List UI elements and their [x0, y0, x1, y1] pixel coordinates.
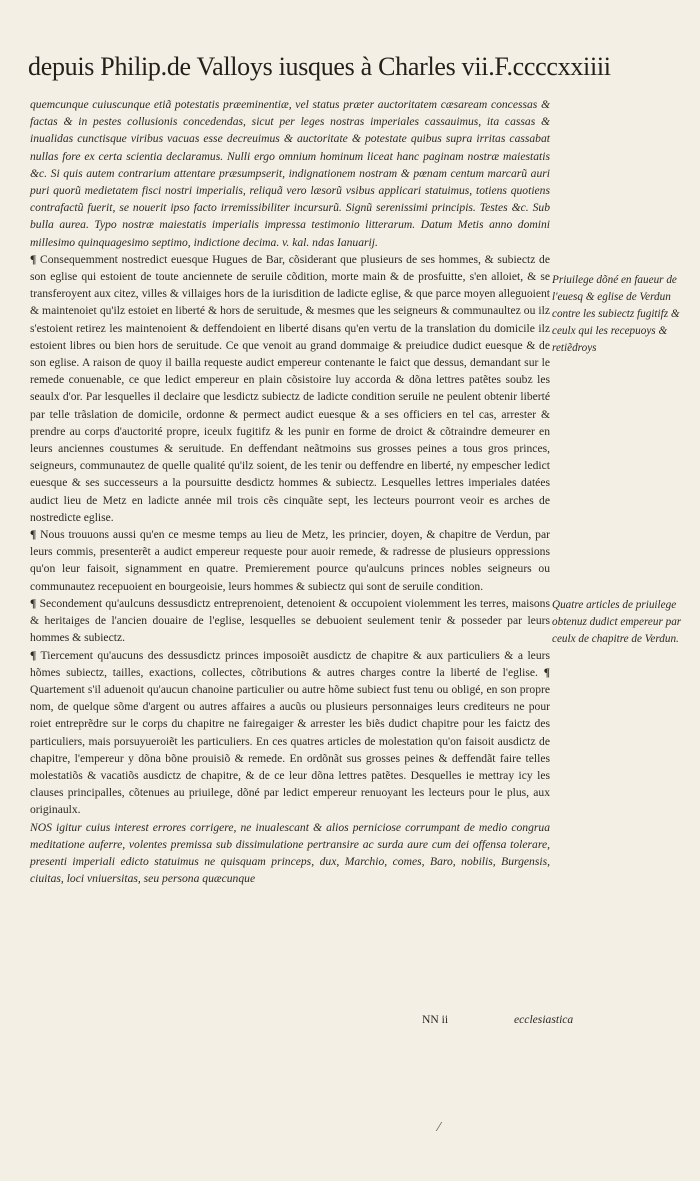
running-title: depuis Philip.de Valloys iusques à Charles vii.F.ccccxxiiii: [28, 52, 611, 81]
paragraph-mark-icon: ¶: [30, 596, 37, 610]
margin-note-four-articles: Quatre articles de priuilege obtenuz dudict empereur par ceulx de chapitre de Verdun.: [552, 599, 682, 645]
paragraph-text: Tiercement qu'aucuns des dessusdictz princes imposoiẽt ausdictz de chapitre & aux particuliers & a leurs hõmes subiectz, tailles, exactions, collectes, cõtributions & autres charges contre la liberté de l'eglise.: [30, 648, 550, 679]
paragraph-mark-icon: ¶: [543, 665, 550, 679]
paragraph-tiercement: [30, 647, 550, 819]
paragraph-mark-icon: ¶: [30, 528, 37, 542]
catchword: ecclesiastica: [514, 1013, 574, 1026]
paragraph-consequemment: [30, 251, 550, 526]
paragraph-text: Secondement qu'aulcuns dessusdictz entreprenoient, detenoient & occupoient violemment les terres, maisons & heritaiges de l'ancien douaire de l'eglise, lesquelles se debuoient seulement tenir & posseder par leurs hommes & subiectz.: [30, 596, 550, 645]
signature-mark: NN ii: [422, 1013, 449, 1026]
bleed-through-mark: ⁄: [438, 1120, 441, 1134]
paragraph-mark-icon: ¶: [30, 252, 37, 266]
paragraph-text: Nous trouuons aussi qu'en ce mesme temps au lieu de Metz, les princier, doyen, & chapitre de Verdun, par leurs commis, presenterẽt a audict empereur requeste pour auoir remede, & radresse de plusieurs oppressions qu'on leur faisoit, signamment en quatre. Premierement pource qu'aulcuns princes nobles seigneurs ou communautez recepuoient en bourgeoisie, leurs hommes & subiectz qui sont de seruile condition.: [30, 528, 550, 593]
latin-passage-top: quemcunque cuiuscunque etiã potestatis præeminentiæ, vel status præter auctoritatem cæsaream concessas & factas & in pestes collusionis concedendas, sicut per leges nostras imperiales cassauimus, ita cassas & inualidas cunctisque viribus vacuas esse decreuimus & auctoritate & potestate quibus supra irritas cassabat nullas fore ex certa scientia declaramus. Nulli ergo omnium hominum liceat hanc paginam nostræ maiestatis &c. Si quis autem contrarium attentare præsumpserit, indignationem nostram & pœnam centum marcarũ auri puri quorũ medietatem fisci nostri imperialis, reliquã vero læsorũ vsibus applicari statuimus, totiens quotiens contrafactũ fuerit, se nouerit ipso facto irremissibiliter incursurũ. Signũ serenissimi principis. Testes &c. Sub bulla aurea. Typo nostræ maiestatis imperialis impressa testimonio litterarum. Datum Metis anno domini millesimo quinquagesimo septimo, indictione decima. v. kal. ndas Ianuarij.: [30, 98, 550, 249]
paragraph-nous-trouuons: [30, 526, 550, 595]
paragraph-secondement: [30, 595, 550, 647]
margin-note-privilege: Priuilege dõné en faueur de l'euesq & eglise de Verdun contre les subiectz fugitifz & ceulx qui les recepuoys & retiẽdroys: [552, 274, 680, 354]
paragraph-mark-icon: ¶: [30, 648, 37, 662]
paragraph-text: Consequemment nostredict euesque Hugues de Bar, cõsiderant que plusieurs de ses hommes, & subiectz de son eglise qui estoient de toute anciennete de seruile cõdition, morte main & de prosfuitte, s'en alloiet, & se transferoyent aux citez, villes & villaiges hors de la iurisdition de ladicte eglise, & que parce moyen alleguoient & maintenoiet qu'ilz estoiet en liberté & hors de seruitude, & mesmes que les seigneurs & communaultez ou ilz s'estoient retirez les maintenoient & deffendoient en liberté disans qu'en vertu de la translation du domicile ilz estoient libres ou bien hors de seruitude. Ce que venoit au grand dommaige & preiudice dudict euesque & de son eglise. A raison de quoy il bailla requeste audict empereur contenante le faict que dessus, demandant sur le remede conuenable, ce que ledict empereur en plain cõsistoire luy accorda & dõna lettres patẽtes soubz les seaulx d'or. Par lesquelles il declaire que lesdictz subiectz de ladicte condition seruile ne peulent obtenir liberté par telle trãslation de domicile, ordonne & permect audict euesque & a ses officiers en tel cas, arrester & prendre au corps d'auctorité propre, iceulx fugitifz & les punir en forme de droict & cõtraindre demeurer en leurs anciennes coustumes & seruitude. En deffendant neãtmoins sus grosses peines a tous gros princes, seigneurs, communautez de quelle qualité qu'ilz soient, de les tenir ou deffendre en liberté, ny empescher ledict euesque & ses successeurs a la poursuitte desdictz hommes & subiectz. Lesquelles lettres imperiales datées audict lieu de Metz en ladicte année mil trois cẽs cinquãte sept, les lecteurs pourront veoir es arches de nostredicte eglise.: [30, 252, 550, 524]
paragraph-text: Quartement s'il aduenoit qu'aucun chanoine particulier ou autre hõme subiect fust tenu ou obligé, en son propre nom, de quelque sõme d'argent ou autres affaires a aucũs ou plusieurs personnaiges leurs crediteurs ne pour roiet entreprẽdre sur le corps du chapitre ne fairegaiger & arrester les biẽs dudict chapitre pour les faictz des particuliers, mais porsuyueroiẽt les particuliers. En ces quatres articles de molestation qu'on faisoit ausdictz de chapitre, l'empereur y dõna bõne prouisiõ & remede. En ordõnãt sus grosses peines & deffendãt faire telles molestatiõs & vacatiõs ausdictz de chapitre, & de ce leur dõna lettres patẽtes. Desquelles ie mettray icy les clauses principalles, cõtenues au priuilege, dõné par ledict empereur renuoyant les lecteurs pour le plus, aux originaulx.: [30, 682, 550, 817]
main-text-column: [30, 96, 550, 887]
latin-passage-bottom: NOS igitur cuius interest errores corrigere, ne inualescant & alios perniciose corrumpant de medio congrua meditatione auferre, volentes premissa sub dissimulatione pertransire ac surda aure cum dei offensa tolerare, presenti imperiali edicto statuimus ne quisquam princeps, dux, Marchio, comes, Baro, nobilis, Burgensis, ciuitas, loci vniuersitas, seu persona quæcunque: [30, 820, 550, 886]
